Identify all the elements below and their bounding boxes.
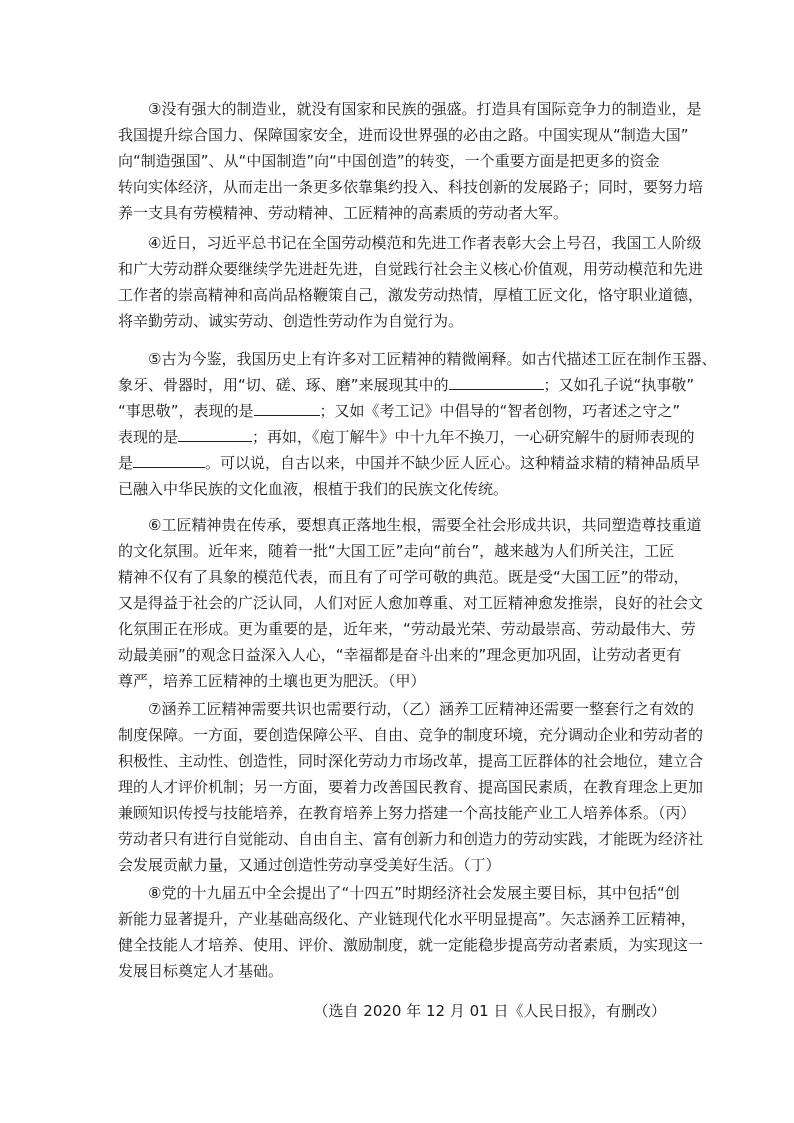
text-line: 又是得益于社会的广泛认同，人们对匠人愈加尊重、对工匠精神愈发推崇，良好的社会文 [118,594,704,612]
paragraph-5 [118,346,717,502]
text-segment: ；再如，《庖丁解牛》中十九年不换刀，一心研究解牛的厨师表现的 [252,428,695,446]
paragraph-8 [118,880,704,984]
text-line: ⑧党的十九届五中全会提出了“十四五”时期经济社会发展主要目标，其中包括“创 [148,884,680,902]
text-segment: ；又如孔子说“执事敬” [543,376,695,394]
fill-in-blank-3[interactable] [178,424,252,442]
text-line: ⑦涵养工匠精神需要共识也需要行动，（乙）涵养工匠精神还需要一整套行之有效的 [148,700,694,718]
text-line: 健全技能人才培养、使用、评价、激励制度，就一定能稳步提高劳动者素质，为实现这一 [118,936,704,954]
fill-in-blank-4[interactable] [133,450,205,468]
text-line: 我国提升综合国力、保障国家安全，进而设世界强的必由之路。中国实现从“制造大国” [118,126,689,144]
text-line: 理的人才评价机制；另一方面，要着力改善国民教育、提高国民素质，在教育理念上更加 [118,778,704,796]
source-citation: （选自 2020 年 12 月 01 日《人民日报》，有删改） [313,1002,666,1020]
text-line: 和广大劳动群众要继续学先进赶先进，自觉践行社会主义核心价值观，用劳动模范和先进 [118,260,704,278]
text-line [118,398,681,424]
fill-in-blank-2[interactable] [254,398,320,416]
paragraph-4 [118,230,704,334]
text-line: ③没有强大的制造业，就没有国家和民族的强盛。打造具有国际竞争力的制造业，是 [148,100,702,118]
text-segment: “事思敬”，表现的是 [118,402,254,420]
text-line: 将辛勤劳动、诚实劳动、创造性劳动作为自觉行为。 [118,312,464,330]
text-line: 的文化氛围。近年来，随着一批“大国工匠”走向“前台”，越来越为人们所关注，工匠 [118,542,675,560]
text-line: 向“制造强国”、从“中国制造”向“中国创造”的转变，一个重要方面是把更多的资金 [118,152,660,170]
text-line: 工作者的崇高精神和高尚品格鞭策自己，激发劳动热情，厚植工匠文化，恪守职业道德， [118,286,704,304]
text-segment: 表现的是 [118,428,179,446]
text-line: 会发展贡献力量，又通过创造性劳动享受美好生活。（丁） [118,856,501,874]
fill-in-blank-1[interactable] [449,372,544,390]
paragraph-7 [118,696,704,878]
text-segment: ；又如《考工记》中倡导的“智者创物，巧者述之守之” [319,402,681,420]
text-segment: 象牙、骨器时，用“切、磋、琢、磨”来展现其中的 [118,376,449,394]
text-line: ⑥工匠精神贵在传承，要想真正落地生根，需要全社会形成共识，共同塑造尊技重道 [148,516,702,534]
text-line: 养一支具有劳模精神、劳动精神、工匠精神的高素质的劳动者大军。 [118,204,569,222]
text-line: 化氛围正在形成。更为重要的是，近年来，“劳动最光荣、劳动最崇高、劳动最伟大、劳 [118,620,696,638]
text-line: 兼顾知识传授与技能培养，在教育培养上努力搭建一个高技能产业工人培养体系。（丙） [118,804,696,822]
text-line: 劳动者只有进行自觉能动、自由自主、富有创新力和创造力的劳动实践，才能既为经济社 [118,830,704,848]
text-line: 已融入中华民族的文化血液，根植于我们的民族文化传统。 [118,480,509,498]
text-line [118,424,695,450]
text-line: ⑤古为今鉴，我国历史上有许多对工匠精神的精微阐释。如古代描述工匠在制作玉器、 [148,350,717,368]
text-line: ④近日，习近平总书记在全国劳动模范和先进工作者表彰大会上号召，我国工人阶级 [148,234,702,252]
text-line: 新能力显著提升，产业基础高级化、产业链现代化水平明显提高”。矢志涵养工匠精神， [118,910,696,928]
text-line: 尊严，培养工匠精神的土壤也更为肥沃。（甲） [118,672,426,690]
text-segment: 。可以说，自古以来，中国并不缺少匠人匠心。这种精益求精的精神品质早 [205,454,701,472]
text-line [118,372,695,398]
text-line [118,450,701,476]
text-line: 积极性、主动性、创造性，同时深化劳动力市场改革，提高工匠群体的社会地位，建立合 [118,752,704,770]
text-line: 制度保障。一方面，要创造保障公平、自由、竞争的制度环境，充分调动企业和劳动者的 [118,726,704,744]
text-line: 动最美丽”的观念日益深入人心，“幸福都是奋斗出来的”理念更加巩固，让劳动者更有 [118,646,682,664]
text-segment: 是 [118,454,134,472]
paragraph-6 [118,512,704,694]
text-line: 发展目标奠定人才基础。 [118,962,284,980]
text-line: 转向实体经济，从而走出一条更多依靠集约投入、科技创新的发展路子；同时，要努力培 [118,178,704,196]
text-line: 精神不仅有了具象的模范代表，而且有了可学可敬的典范。既是受“大国工匠”的带动， [118,568,689,586]
paragraph-3 [118,96,704,226]
